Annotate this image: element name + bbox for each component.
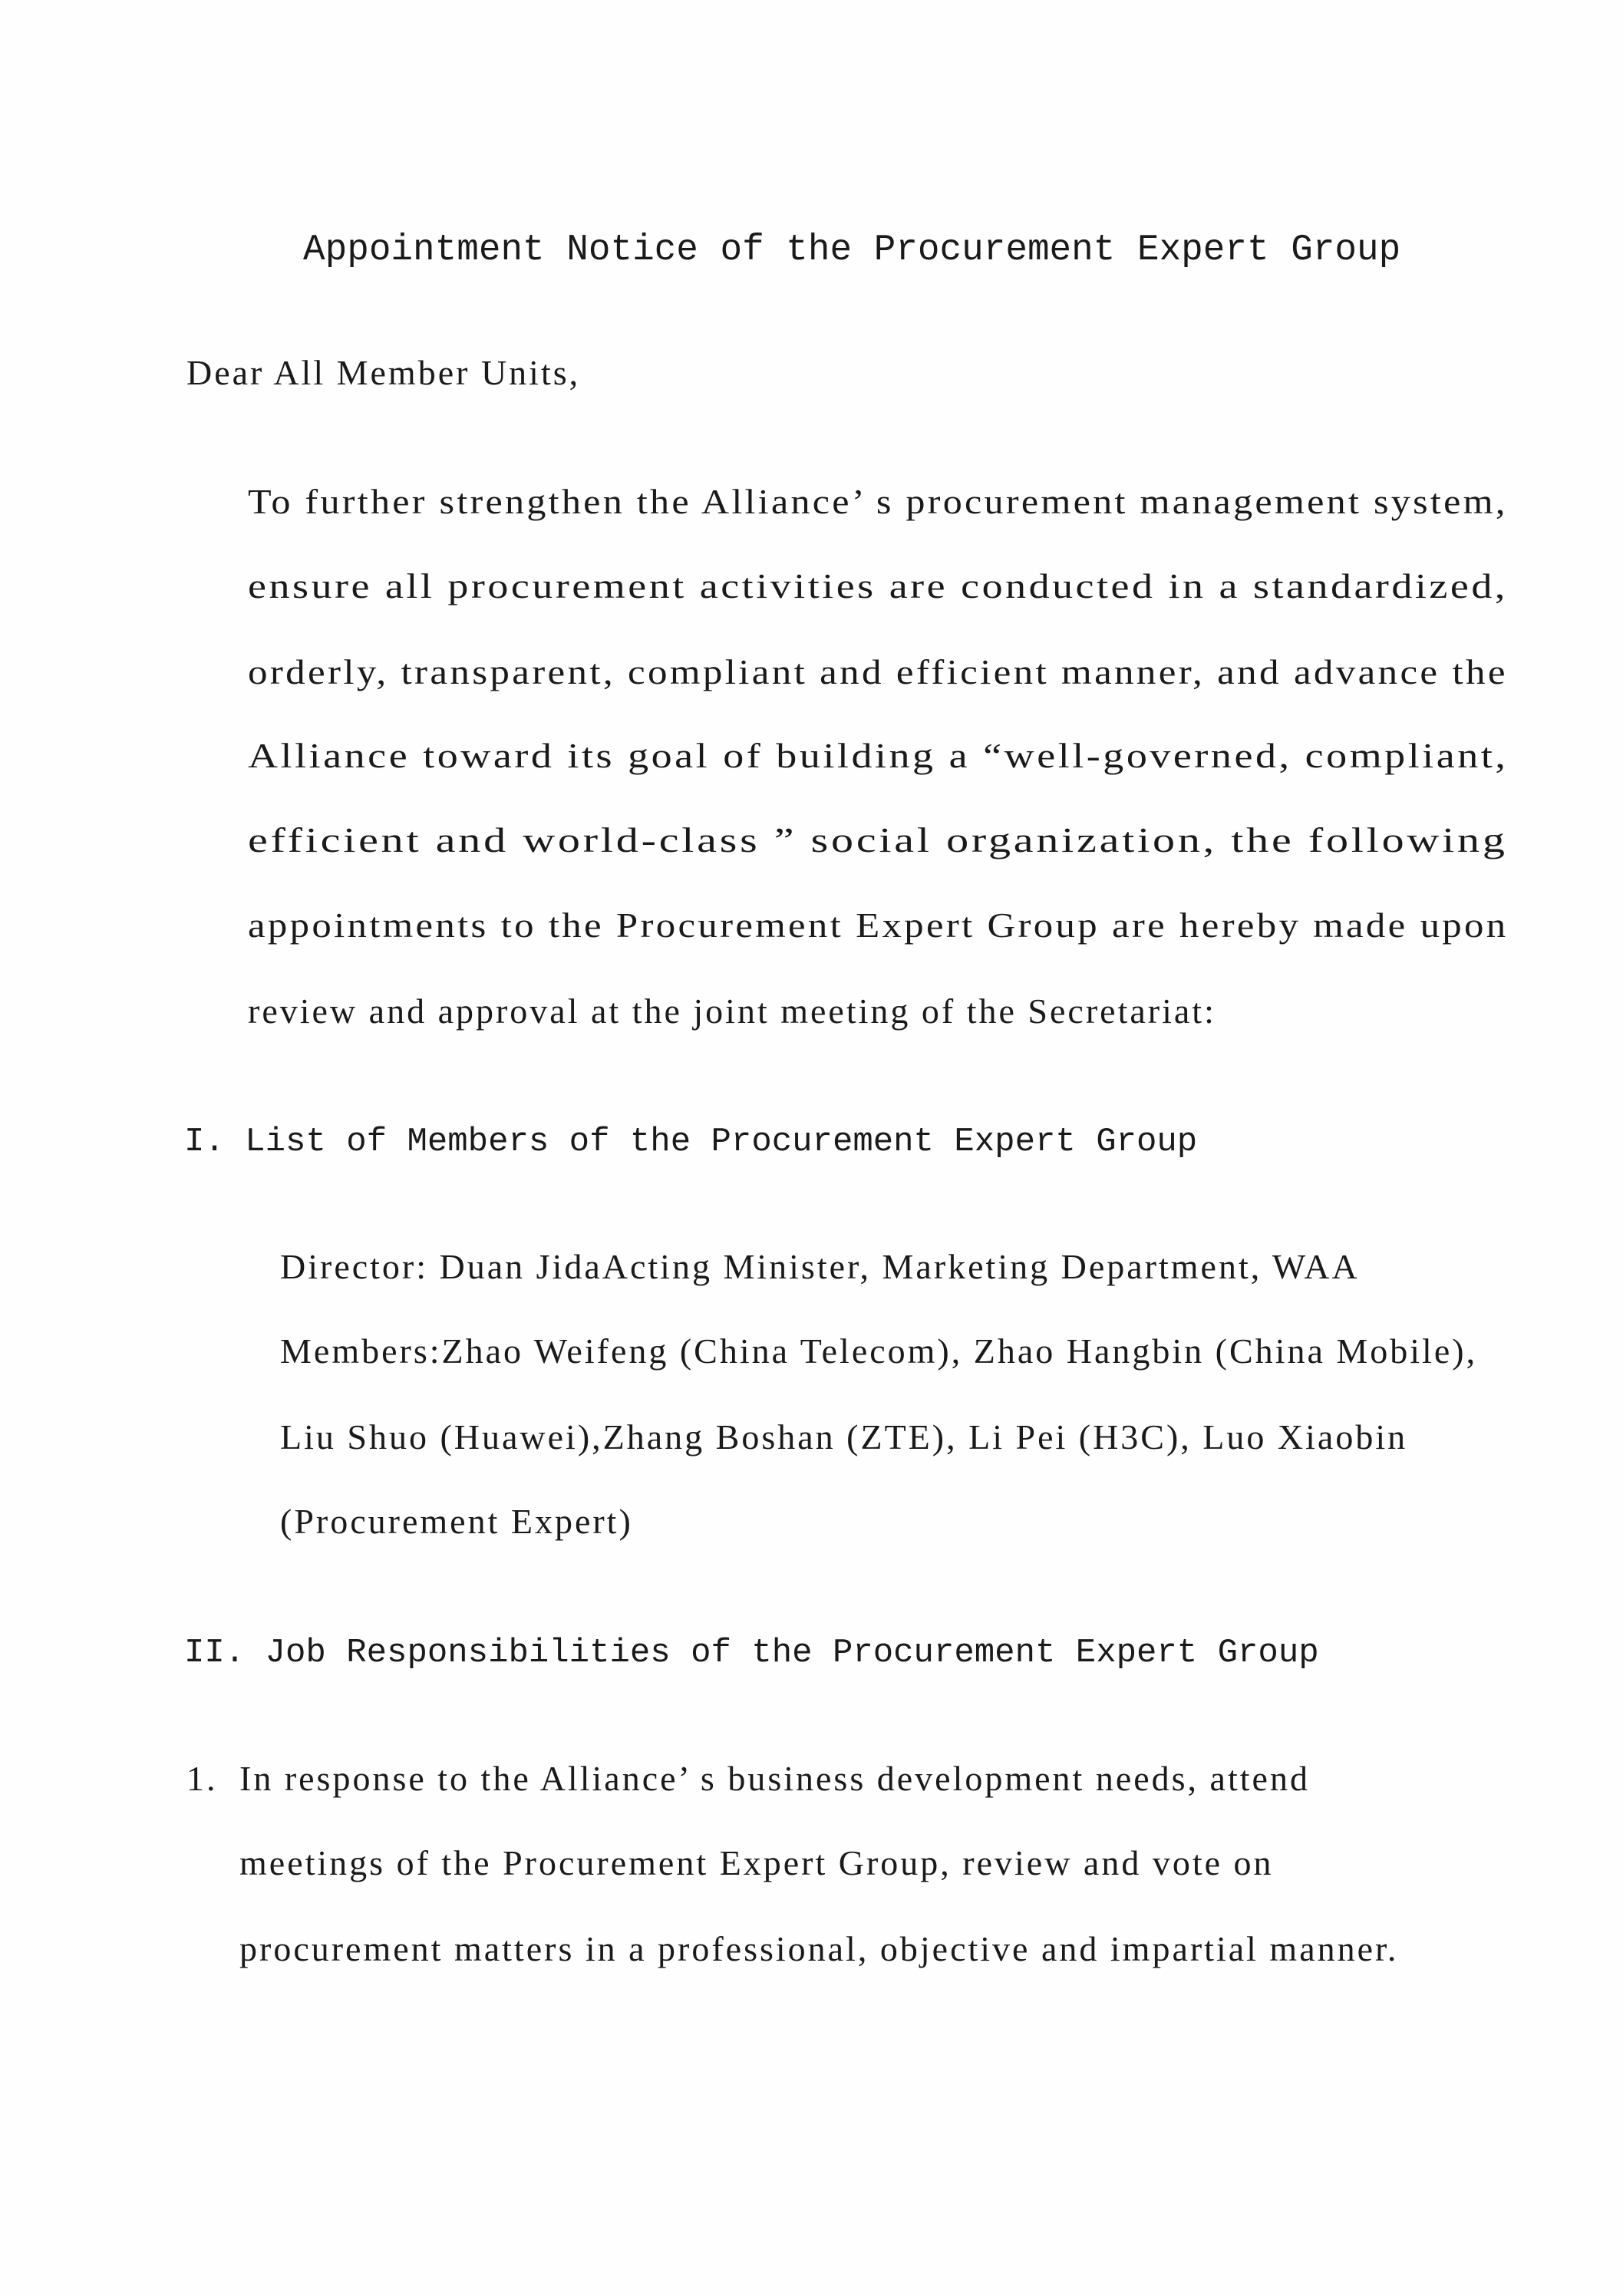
intro-line: ensure all procurement activities are conducted in a standardized, — [248, 566, 1508, 605]
document-title: Appointment Notice of the Procurement Expert Group — [303, 229, 1401, 271]
section-heading-responsibilities: II. Job Responsibilities of the Procurement Expert Group — [184, 1634, 1319, 1672]
section-heading-members: I. List of Members of the Procurement Expert Group — [184, 1123, 1198, 1161]
members-line: Liu Shuo (Huawei),Zhang Boshan (ZTE), Li Pei (H3C), Luo Xiaobin — [280, 1417, 1408, 1456]
intro-line: appointments to the Procurement Expert Group are hereby made upon — [248, 906, 1509, 945]
intro-line: review and approval at the joint meeting of the Secretariat: — [248, 991, 1216, 1031]
intro-line: To further strengthen the Alliance’ s procurement management system, — [248, 482, 1508, 521]
members-line: (Procurement Expert) — [280, 1502, 633, 1541]
item-number: 1. — [186, 1759, 218, 1798]
intro-line: efficient and world-class ” social organization, the following — [248, 820, 1508, 859]
item-line: procurement matters in a professional, objective and impartial manner. — [239, 1929, 1399, 1968]
intro-line: orderly, transparent, compliant and efficient manner, and advance the — [248, 652, 1508, 691]
members-line: Members:Zhao Weifeng (China Telecom), Zhao Hangbin (China Mobile), — [280, 1331, 1478, 1371]
item-line: meetings of the Procurement Expert Group, review and vote on — [239, 1843, 1274, 1882]
director-line: Director: Duan JidaActing Minister, Marketing Department, WAA — [280, 1247, 1360, 1286]
intro-line: Alliance toward its goal of building a “well-governed, compliant, — [248, 736, 1509, 775]
item-line: In response to the Alliance’ s business development needs, attend — [239, 1759, 1310, 1798]
salutation: Dear All Member Units, — [186, 353, 581, 392]
